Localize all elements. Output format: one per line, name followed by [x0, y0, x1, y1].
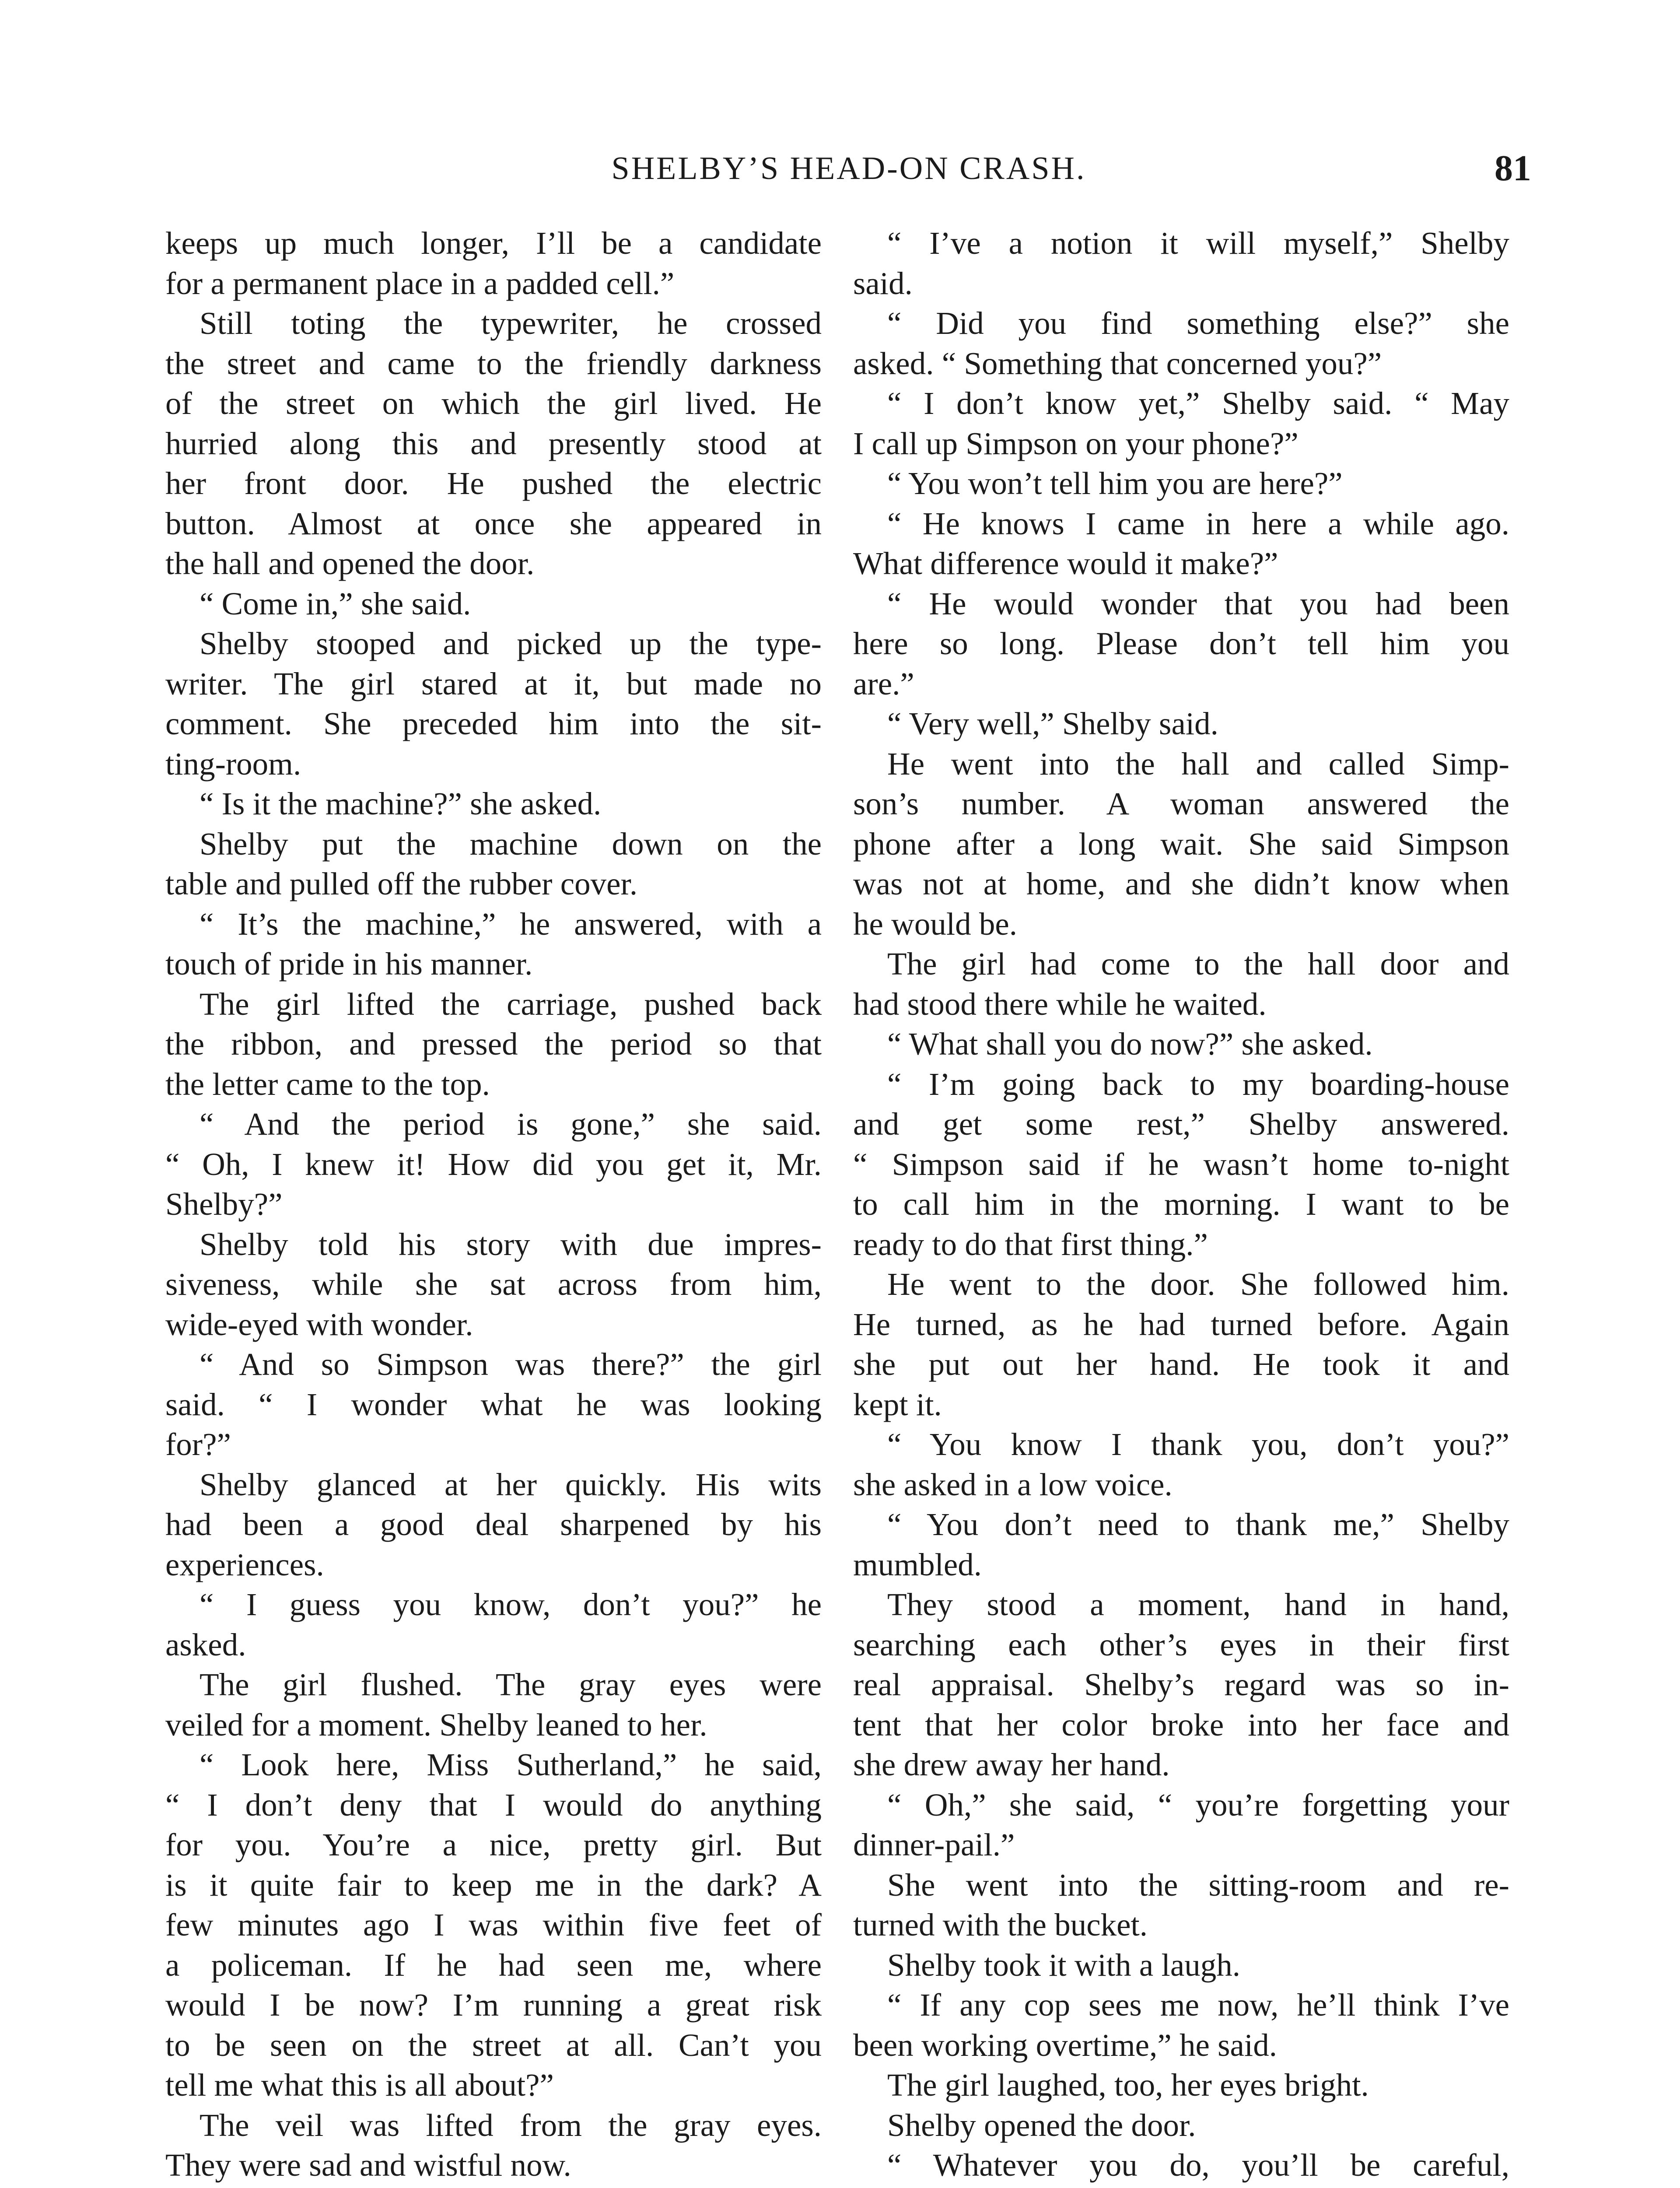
- text-line: phone after a long wait. She said Simpson: [853, 826, 1509, 862]
- text-line: asked. “ Something that concerned you?”: [853, 345, 1382, 381]
- text-line: she drew away her hand.: [853, 1747, 1170, 1782]
- text-line: “ Very well,” Shelby said.: [887, 706, 1218, 741]
- text-line: and get some rest,” Shelby answered.: [853, 1106, 1509, 1142]
- text-line: “ Did you find something else?” she: [887, 305, 1509, 341]
- text-line: asked.: [165, 1627, 246, 1662]
- text-line: mumbled.: [853, 1546, 982, 1582]
- text-line: searching each other’s eyes in their first: [853, 1627, 1509, 1662]
- page-header: [166, 144, 1531, 197]
- text-line: to call him in the morning. I want to be: [853, 1186, 1509, 1222]
- text-line: Shelby put the machine down on the: [200, 826, 822, 862]
- text-line: here so long. Please don’t tell him you: [853, 626, 1509, 661]
- text-line: to be seen on the street at all. Can’t you: [165, 2027, 822, 2063]
- text-line: The girl lifted the carriage, pushed back: [200, 986, 822, 1022]
- text-line: wide-eyed with wonder.: [165, 1306, 473, 1342]
- text-line: ready to do that first thing.”: [853, 1226, 1208, 1262]
- text-line: Shelby took it with a laugh.: [887, 1947, 1240, 1983]
- text-line: The girl had come to the hall door and: [887, 946, 1509, 982]
- text-line: touch of pride in his manner.: [165, 946, 533, 982]
- text-line: [853, 2185, 1509, 2188]
- text-line: table and pulled off the rubber cover.: [165, 866, 638, 901]
- text-line: tent that her color broke into her face and: [853, 1707, 1509, 1743]
- text-line: He went into the hall and called Simp-: [887, 746, 1509, 782]
- text-line: “ You won’t tell him you are here?”: [887, 466, 1343, 501]
- text-line: is it quite fair to keep me in the dark? A: [165, 1867, 822, 1903]
- text-line: real appraisal. Shelby’s regard was so in-: [853, 1667, 1509, 1702]
- text-line: turned with the bucket.: [853, 1907, 1148, 1943]
- text-line: The veil was lifted from the gray eyes.: [200, 2107, 822, 2143]
- text-line: the hall and opened the door.: [165, 546, 535, 581]
- text-line: writer. The girl stared at it, but made no: [165, 666, 822, 701]
- text-line: “ And the period is gone,” she said.: [200, 1106, 822, 1142]
- text-line: The girl laughed, too, her eyes bright.: [887, 2067, 1369, 2103]
- text-line: for a permanent place in a padded cell.”: [165, 265, 675, 301]
- running-head: SHELBY’S HEAD-ON CRASH.: [611, 151, 1086, 186]
- text-line: had been a good deal sharpened by his: [165, 1507, 822, 1542]
- text-line: hurried along this and presently stood at: [165, 425, 822, 461]
- text-line: a policeman. If he had seen me, where: [165, 1947, 822, 1983]
- text-line: “ You don’t need to thank me,” Shelby: [887, 1507, 1509, 1542]
- text-line: experiences.: [165, 1546, 324, 1582]
- text-line: “ Whatever you do, you’ll be careful,: [887, 2147, 1509, 2183]
- text-line: “ Look here, Miss Sutherland,” he said,: [200, 1747, 822, 1782]
- text-line: ting-room.: [165, 746, 301, 782]
- text-line: “ And so Simpson was there?” the girl: [200, 1346, 822, 1382]
- text-line: she asked in a low voice.: [853, 1466, 1172, 1502]
- text-line: “ Is it the machine?” she asked.: [200, 786, 602, 821]
- text-line: “ Come in,” she said.: [200, 586, 471, 621]
- text-line: She went into the sitting-room and re-: [887, 1867, 1509, 1903]
- text-column-right: [853, 223, 1509, 2188]
- text-line: tell me what this is all about?”: [165, 2067, 554, 2103]
- text-line: Shelby?”: [165, 1186, 283, 1222]
- text-line: “ I don’t know yet,” Shelby said. “ May: [887, 386, 1509, 421]
- text-line: she put out her hand. He took it and: [853, 1346, 1509, 1382]
- text-line: “ Simpson said if he wasn’t home to-night: [853, 1146, 1509, 1182]
- text-line: “ I’ve a notion it will myself,” Shelby: [887, 225, 1509, 261]
- text-line: Shelby opened the door.: [887, 2107, 1196, 2143]
- text-line: They were sad and wistful now.: [165, 2147, 571, 2183]
- text-line: son’s number. A woman answered the: [853, 786, 1509, 821]
- text-line: Shelby told his story with due impres-: [200, 1226, 822, 1262]
- text-line: The girl flushed. The gray eyes were: [200, 1667, 822, 1702]
- text-line: for?”: [165, 1427, 231, 1462]
- text-line: “ I guess you know, don’t you?” he: [200, 1587, 822, 1622]
- text-line: Shelby glanced at her quickly. His wits: [200, 1466, 822, 1502]
- text-line: was not at home, and she didn’t know when: [853, 866, 1509, 901]
- text-column-left: [165, 223, 822, 2188]
- text-line: the letter came to the top.: [165, 1066, 490, 1102]
- text-line: been working overtime,” he said.: [853, 2027, 1277, 2063]
- text-line: had stood there while he waited.: [853, 986, 1267, 1022]
- text-line: few minutes ago I was within five feet of: [165, 1907, 822, 1943]
- text-line: They stood a moment, hand in hand,: [887, 1587, 1509, 1622]
- text-line: said.: [853, 265, 913, 301]
- text-line: kept it.: [853, 1386, 942, 1422]
- page-number: 81: [1494, 148, 1531, 189]
- text-line: dinner-pail.”: [853, 1827, 1015, 1862]
- text-line: for you. You’re a nice, pretty girl. But: [165, 1827, 822, 1862]
- text-line: “ He knows I came in here a while ago.: [887, 505, 1509, 541]
- text-line: “ Oh,” she said, “ you’re forgetting your: [887, 1787, 1509, 1823]
- text-line: He turned, as he had turned before. Again: [853, 1306, 1509, 1342]
- text-line: “ If any cop sees me now, he’ll think I’ve: [887, 1987, 1509, 2023]
- text-line: What difference would it make?”: [853, 546, 1278, 581]
- text-line: “ I don’t deny that I would do anything: [165, 1787, 822, 1823]
- text-line: siveness, while she sat across from him,: [165, 1266, 822, 1302]
- text-line: said. “ I wonder what he was looking: [165, 1386, 822, 1422]
- text-line: He went to the door. She followed him.: [887, 1266, 1509, 1302]
- text-line: he would be.: [853, 906, 1018, 942]
- text-line: veiled for a moment. Shelby leaned to her.: [165, 1707, 707, 1743]
- text-line: “ I’m going back to my boarding-house: [887, 1066, 1509, 1102]
- text-line: Shelby stooped and picked up the type-: [200, 626, 822, 661]
- text-line: [165, 2185, 822, 2188]
- text-line: Still toting the typewriter, he crossed: [200, 305, 822, 341]
- text-line: are.”: [853, 666, 914, 701]
- text-line: the street and came to the friendly darkness: [165, 345, 822, 381]
- text-line: “ Oh, I knew it! How did you get it, Mr.: [165, 1146, 822, 1182]
- text-line: would I be now? I’m running a great risk: [165, 1987, 822, 2023]
- text-line: button. Almost at once she appeared in: [165, 505, 822, 541]
- text-line: comment. She preceded him into the sit-: [165, 706, 822, 741]
- text-line: “ He would wonder that you had been: [887, 586, 1509, 621]
- text-line: “ What shall you do now?” she asked.: [887, 1026, 1373, 1062]
- text-line: keeps up much longer, I’ll be a candidate: [165, 225, 822, 261]
- text-line: “ It’s the machine,” he answered, with a: [200, 906, 822, 942]
- text-line: “ You know I thank you, don’t you?”: [887, 1427, 1509, 1462]
- text-line: of the street on which the girl lived. He: [165, 386, 822, 421]
- text-line: her front door. He pushed the electric: [165, 466, 822, 501]
- text-line: the ribbon, and pressed the period so that: [165, 1026, 822, 1062]
- text-line: I call up Simpson on your phone?”: [853, 425, 1298, 461]
